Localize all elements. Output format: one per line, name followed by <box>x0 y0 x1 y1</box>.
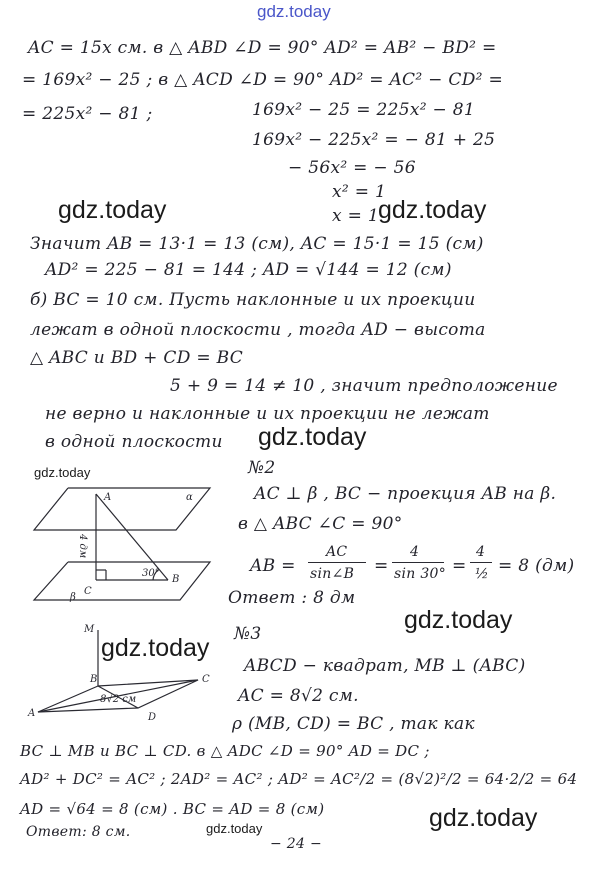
watermark: gdz.today <box>34 465 91 480</box>
fraction-numerator: AC <box>326 544 348 560</box>
problem-number: №3 <box>234 624 262 644</box>
solution-line: AB = <box>250 556 296 576</box>
solution-line: ABCD − квадрат, MB ⊥ (ABC) <box>244 656 526 676</box>
solution-line: AD = √64 = 8 (см) . BC = AD = 8 (см) <box>20 800 325 818</box>
plane-alpha <box>34 488 210 530</box>
solution-line: x = 1 <box>332 206 379 226</box>
solution-line: = 169x² − 25 ; в △ ACD ∠D = 90° AD² = AC² − CD² = <box>22 70 503 90</box>
solution-line: AD² = 225 − 81 = 144 ; AD = √144 = 12 (см) <box>45 260 452 280</box>
solution-line: б) BC = 10 см. Пусть наклонные и их проекции <box>30 290 476 310</box>
solution-line: AC = 15x см. в △ ABD ∠D = 90° AD² = AB² − BD² = <box>28 38 497 58</box>
solution-line: = 8 (дм) <box>498 556 575 576</box>
label-a: A <box>28 708 36 719</box>
page-number: − 24 − <box>270 836 322 852</box>
solution-line: x² = 1 <box>332 182 387 202</box>
label-d: D <box>148 712 157 723</box>
figure-problem-2 <box>20 478 220 608</box>
fraction-bar <box>470 562 492 563</box>
solution-line: = 225x² − 81 ; <box>22 104 153 124</box>
watermark: gdz.today <box>404 606 513 634</box>
solution-line: AD² + DC² = AC² ; 2AD² = AC² ; AD² = AC²/2 = (8√2)²/2 = 64·2/2 = 64 <box>20 770 578 788</box>
plane-beta <box>34 562 210 600</box>
watermark-top[interactable]: gdz.today <box>257 2 331 21</box>
label-beta: β <box>70 592 76 603</box>
watermark: gdz.today <box>58 196 167 224</box>
solution-line: в одной плоскости <box>45 432 223 452</box>
fraction-denominator: sin∠B <box>310 566 355 582</box>
label-diagonal: 8√2 см <box>100 694 137 705</box>
solution-line: AC ⊥ β , BC − проекция AB на β. <box>254 484 557 504</box>
fraction-bar <box>392 562 444 563</box>
equals-sign: = <box>452 556 467 576</box>
solution-line: BC ⊥ MB и BC ⊥ CD. в △ ADC ∠D = 90° AD = DC ; <box>20 742 430 760</box>
watermark: gdz.today <box>101 634 210 662</box>
label-c: C <box>202 674 210 685</box>
solution-line: лежат в одной плоскости , тогда AD − высота <box>30 320 486 340</box>
label-side: 4 дм <box>77 534 88 559</box>
solution-line: AC = 8√2 см. <box>238 686 359 706</box>
solution-line: △ ABC и BD + CD = BC <box>30 348 244 368</box>
label-m: M <box>84 624 95 635</box>
solution-line: ρ (MB, CD) = BC , так как <box>232 714 475 734</box>
answer: Ответ: 8 см. <box>26 824 131 840</box>
solution-line: Значит AB = 13·1 = 13 (см), AC = 15·1 = 15 (см) <box>30 234 484 254</box>
watermark: gdz.today <box>258 423 367 451</box>
label-b: B <box>90 674 98 685</box>
solution-line: 169x² − 25 = 225x² − 81 <box>252 100 476 120</box>
label-c: C <box>84 586 92 597</box>
fraction-bar <box>308 562 366 563</box>
solution-line: в △ ABC ∠C = 90° <box>238 514 403 534</box>
answer: Ответ : 8 дм <box>228 588 356 608</box>
fraction-numerator: 4 <box>410 544 420 560</box>
fraction-denominator: ½ <box>475 566 489 582</box>
figure-problem-3 <box>28 620 228 723</box>
watermark: gdz.today <box>429 804 538 832</box>
label-b: B <box>172 574 180 585</box>
solution-line: не верно и наклонные и их проекции не лежат <box>45 404 490 424</box>
watermark: gdz.today <box>378 196 487 224</box>
solution-line: 5 + 9 = 14 ≠ 10 , значит предположение <box>170 376 558 396</box>
fraction-denominator: sin 30° <box>394 566 447 582</box>
fraction-numerator: 4 <box>476 544 486 560</box>
problem-number: №2 <box>248 458 276 478</box>
label-angle: 30° <box>142 568 160 579</box>
label-alpha: α <box>186 492 193 503</box>
watermark: gdz.today <box>206 821 263 836</box>
label-a: A <box>104 492 112 503</box>
solution-line: − 56x² = − 56 <box>288 158 416 178</box>
solution-line: 169x² − 225x² = − 81 + 25 <box>252 130 496 150</box>
equals-sign: = <box>374 556 389 576</box>
